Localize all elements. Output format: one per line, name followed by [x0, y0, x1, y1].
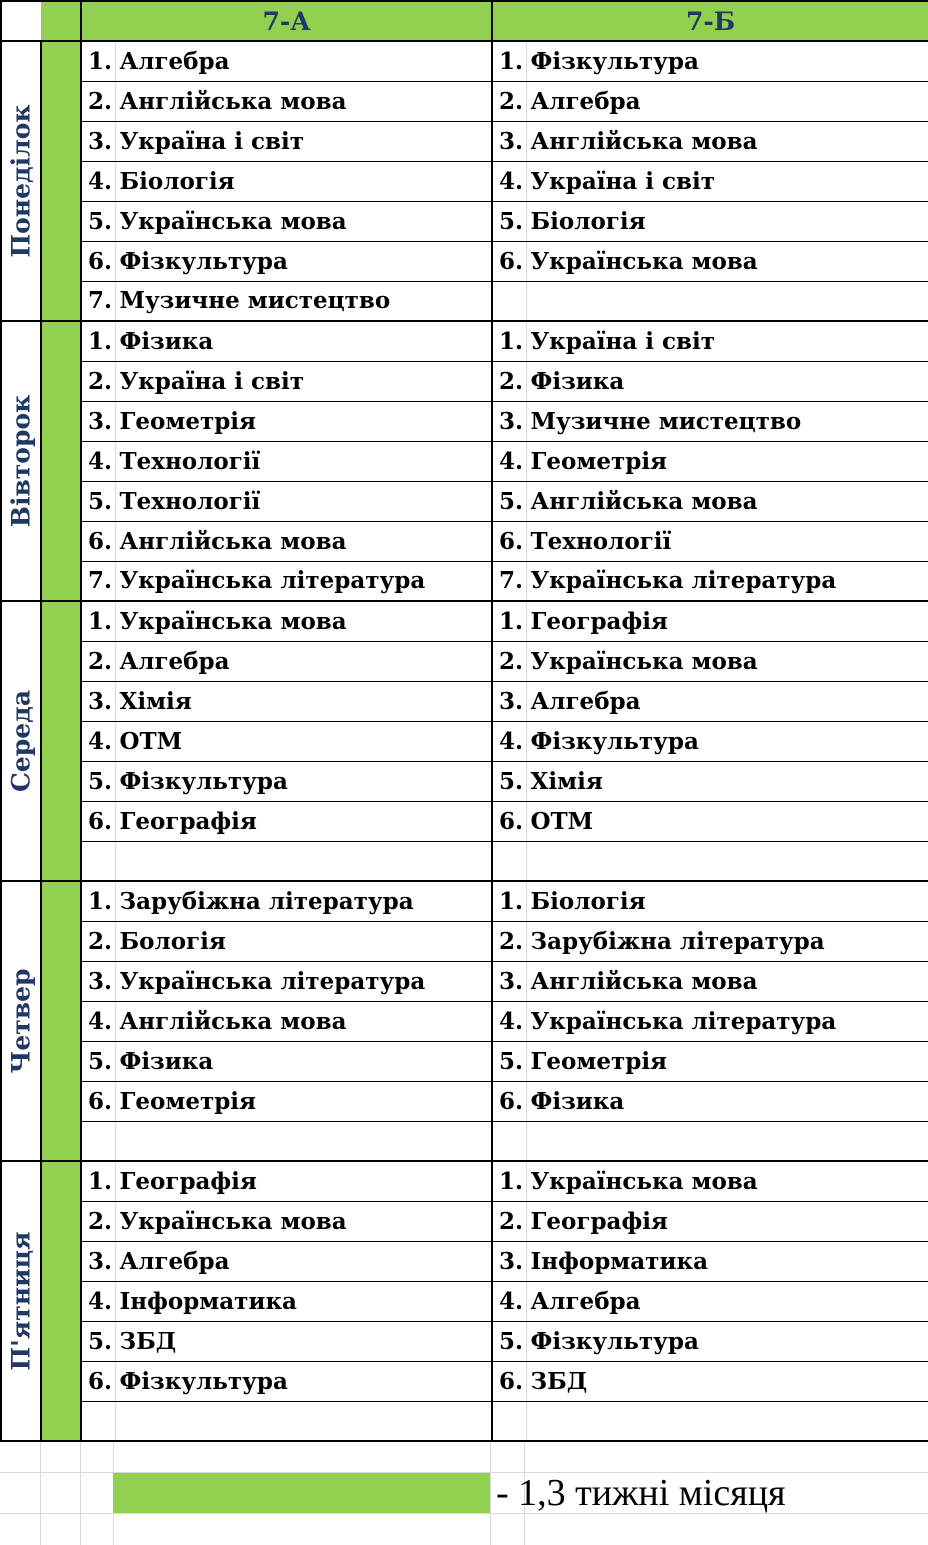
lesson-subject-7b[interactable]: Алгебра	[526, 681, 928, 721]
green-strip	[41, 1161, 81, 1441]
lesson-row	[1, 1161, 928, 1201]
lesson-number-7a[interactable]: 4.	[81, 441, 115, 481]
lesson-subject-7b[interactable]: Інформатика	[526, 1241, 928, 1281]
lesson-number-7a[interactable]: 3.	[81, 121, 115, 161]
lesson-subject-7b[interactable]: Українська мова	[526, 241, 928, 281]
lesson-row	[1, 281, 928, 321]
lesson-number-7a[interactable]	[81, 841, 115, 881]
lesson-subject-7a[interactable]: Географія	[115, 801, 492, 841]
lesson-row	[1, 201, 928, 241]
day-label: П'ятниця	[6, 1231, 36, 1371]
day-cell	[1, 601, 41, 881]
lesson-subject-7a[interactable]: Технології	[115, 441, 492, 481]
lesson-subject-7a[interactable]: Англійська мова	[115, 81, 492, 121]
lesson-number-7b[interactable]: 1.	[492, 41, 526, 81]
green-strip	[41, 321, 81, 601]
lesson-subject-7a[interactable]: Біологія	[115, 161, 492, 201]
lesson-subject-7a[interactable]: Англійська мова	[115, 521, 492, 561]
lesson-subject-7b[interactable]: Геометрія	[526, 1041, 928, 1081]
lesson-number-7b[interactable]: 5.	[492, 1041, 526, 1081]
lesson-subject-7b[interactable]: Алгебра	[526, 81, 928, 121]
lesson-number-7a[interactable]: 5.	[81, 761, 115, 801]
day-cell	[1, 881, 41, 1161]
lesson-number-7b[interactable]: 6.	[492, 521, 526, 561]
lesson-row	[1, 561, 928, 601]
lesson-number-7a[interactable]: 1.	[81, 881, 115, 921]
lesson-number-7b[interactable]: 4.	[492, 161, 526, 201]
lesson-number-7b[interactable]: 2.	[492, 921, 526, 961]
lesson-number-7b[interactable]: 6.	[492, 1361, 526, 1401]
lesson-subject-7b[interactable]: Англійська мова	[526, 481, 928, 521]
lesson-row	[1, 601, 928, 641]
lesson-row	[1, 841, 928, 881]
lesson-number-7b[interactable]: 5.	[492, 761, 526, 801]
lesson-number-7b[interactable]	[492, 281, 526, 321]
class-header-7a[interactable]: 7-А	[81, 1, 492, 41]
lesson-subject-7b[interactable]: Фізика	[526, 1081, 928, 1121]
lesson-subject-7b[interactable]: Алгебра	[526, 1281, 928, 1321]
lesson-subject-7b[interactable]: ЗБД	[526, 1361, 928, 1401]
lesson-number-7b[interactable]: 3.	[492, 121, 526, 161]
day-cell	[1, 1161, 41, 1441]
lesson-row	[1, 1121, 928, 1161]
lesson-subject-7b[interactable]: Технології	[526, 521, 928, 561]
lesson-number-7a[interactable]: 1.	[81, 1161, 115, 1201]
lesson-subject-7b[interactable]: Українська література	[526, 1001, 928, 1041]
lesson-subject-7a[interactable]: Технології	[115, 481, 492, 521]
lesson-number-7b[interactable]: 2.	[492, 641, 526, 681]
lesson-number-7b[interactable]: 5.	[492, 201, 526, 241]
day-cell	[1, 321, 41, 601]
lesson-subject-7a[interactable]: Фізика	[115, 321, 492, 361]
lesson-number-7a[interactable]: 1.	[81, 41, 115, 81]
green-strip	[41, 41, 81, 321]
lesson-number-7a[interactable]	[81, 1401, 115, 1441]
lesson-subject-7a[interactable]: Україна і світ	[115, 121, 492, 161]
lesson-subject-7a[interactable]: Зарубіжна література	[115, 881, 492, 921]
lesson-row	[1, 721, 928, 761]
lesson-subject-7a[interactable]	[115, 1121, 492, 1161]
lesson-number-7b[interactable]: 6.	[492, 241, 526, 281]
lesson-number-7a[interactable]	[81, 1121, 115, 1161]
lesson-row	[1, 881, 928, 921]
lesson-subject-7a[interactable]: Українська мова	[115, 1201, 492, 1241]
lesson-number-7a[interactable]: 6.	[81, 1361, 115, 1401]
lesson-subject-7b[interactable]: Хімія	[526, 761, 928, 801]
lesson-number-7a[interactable]: 1.	[81, 601, 115, 641]
lesson-subject-7b[interactable]: Україна і світ	[526, 161, 928, 201]
lesson-number-7a[interactable]: 1.	[81, 321, 115, 361]
lesson-subject-7b[interactable]: Фізкультура	[526, 41, 928, 81]
class-header-7b[interactable]: 7-Б	[492, 1, 928, 41]
lesson-subject-7a[interactable]: Географія	[115, 1161, 492, 1201]
lesson-subject-7a[interactable]: Українська література	[115, 561, 492, 601]
lesson-subject-7a[interactable]: ЗБД	[115, 1321, 492, 1361]
green-strip	[41, 601, 81, 881]
lesson-number-7b[interactable]	[492, 1121, 526, 1161]
lesson-subject-7b[interactable]: Українська мова	[526, 1161, 928, 1201]
green-header-cell	[41, 1, 81, 41]
lesson-subject-7b[interactable]: Зарубіжна література	[526, 921, 928, 961]
lesson-subject-7b[interactable]: Україна і світ	[526, 321, 928, 361]
lesson-subject-7a[interactable]: Алгебра	[115, 641, 492, 681]
lesson-subject-7a[interactable]: Україна і світ	[115, 361, 492, 401]
lesson-subject-7b[interactable]: Фізкультура	[526, 1321, 928, 1361]
lesson-row	[1, 761, 928, 801]
lesson-number-7b[interactable]: 4.	[492, 1001, 526, 1041]
lesson-subject-7a[interactable]: Фізкультура	[115, 241, 492, 281]
lesson-row	[1, 81, 928, 121]
lesson-subject-7b[interactable]	[526, 281, 928, 321]
lesson-subject-7b[interactable]: Географія	[526, 1201, 928, 1241]
lesson-subject-7b[interactable]: Англійська мова	[526, 961, 928, 1001]
lesson-subject-7a[interactable]: Хімія	[115, 681, 492, 721]
lesson-subject-7a[interactable]: Алгебра	[115, 41, 492, 81]
lesson-subject-7b[interactable]: Географія	[526, 601, 928, 641]
lesson-row	[1, 401, 928, 441]
lesson-row	[1, 1081, 928, 1121]
lesson-row	[1, 1201, 928, 1241]
lesson-number-7b[interactable]: 3.	[492, 401, 526, 441]
lesson-number-7a[interactable]: 2.	[81, 641, 115, 681]
lesson-number-7b[interactable]	[492, 1401, 526, 1441]
lesson-subject-7a[interactable]: Фізкультура	[115, 1361, 492, 1401]
lesson-number-7b[interactable]: 6.	[492, 1081, 526, 1121]
lesson-row	[1, 481, 928, 521]
lesson-number-7a[interactable]: 4.	[81, 161, 115, 201]
lesson-subject-7a[interactable]: Фізкультура	[115, 761, 492, 801]
lesson-number-7b[interactable]: 5.	[492, 481, 526, 521]
lesson-subject-7a[interactable]: Геометрія	[115, 1081, 492, 1121]
lesson-row	[1, 521, 928, 561]
lesson-number-7a[interactable]: 6.	[81, 521, 115, 561]
lesson-subject-7b[interactable]: Українська література	[526, 561, 928, 601]
lesson-number-7b[interactable]: 4.	[492, 441, 526, 481]
lesson-subject-7b[interactable]: Фізкультура	[526, 721, 928, 761]
lesson-number-7a[interactable]: 3.	[81, 401, 115, 441]
lesson-number-7b[interactable]: 3.	[492, 961, 526, 1001]
lesson-row	[1, 161, 928, 201]
lesson-number-7a[interactable]: 2.	[81, 81, 115, 121]
lesson-number-7a[interactable]: 5.	[81, 1041, 115, 1081]
lesson-number-7a[interactable]: 4.	[81, 1281, 115, 1321]
lesson-number-7a[interactable]: 6.	[81, 801, 115, 841]
lesson-number-7a[interactable]: 3.	[81, 1241, 115, 1281]
lesson-row	[1, 121, 928, 161]
lesson-subject-7a[interactable]: Фізика	[115, 1041, 492, 1081]
lesson-number-7a[interactable]: 3.	[81, 961, 115, 1001]
lesson-subject-7a[interactable]: Українська мова	[115, 201, 492, 241]
lesson-row	[1, 1361, 928, 1401]
day-cell	[1, 41, 41, 321]
lesson-number-7b[interactable]: 1.	[492, 881, 526, 921]
lesson-number-7b[interactable]: 2.	[492, 361, 526, 401]
legend-text: - 1,3 тижні місяця	[496, 1472, 786, 1514]
lesson-row	[1, 641, 928, 681]
lesson-subject-7b[interactable]: Біологія	[526, 881, 928, 921]
lesson-subject-7b[interactable]: Музичне мистецтво	[526, 401, 928, 441]
lesson-row	[1, 1321, 928, 1361]
lesson-row	[1, 681, 928, 721]
lesson-row	[1, 321, 928, 361]
lesson-number-7a[interactable]: 2.	[81, 361, 115, 401]
day-label: Середа	[6, 689, 36, 793]
lesson-subject-7b[interactable]: Фізика	[526, 361, 928, 401]
lesson-subject-7a[interactable]: Алгебра	[115, 1241, 492, 1281]
lesson-subject-7b[interactable]	[526, 841, 928, 881]
lesson-subject-7b[interactable]: Українська мова	[526, 641, 928, 681]
lesson-number-7b[interactable]: 7.	[492, 561, 526, 601]
lesson-row	[1, 1041, 928, 1081]
lesson-row	[1, 1241, 928, 1281]
lesson-row	[1, 361, 928, 401]
lesson-subject-7a[interactable]: Українська мова	[115, 601, 492, 641]
lesson-number-7b[interactable]: 1.	[492, 1161, 526, 1201]
corner-cell	[1, 1, 41, 41]
lesson-subject-7a[interactable]: ОТМ	[115, 721, 492, 761]
lesson-row	[1, 1281, 928, 1321]
lesson-row	[1, 801, 928, 841]
lesson-row	[1, 1401, 928, 1441]
lesson-row	[1, 921, 928, 961]
lesson-number-7b[interactable]	[492, 841, 526, 881]
lesson-subject-7a[interactable]: Українська література	[115, 961, 492, 1001]
lesson-row	[1, 441, 928, 481]
lesson-subject-7a[interactable]: Музичне мистецтво	[115, 281, 492, 321]
lesson-number-7a[interactable]: 4.	[81, 721, 115, 761]
header-row	[1, 1, 928, 41]
lesson-subject-7a[interactable]: Геометрія	[115, 401, 492, 441]
lesson-subject-7a[interactable]: Інформатика	[115, 1281, 492, 1321]
day-label: Понеділок	[6, 104, 36, 258]
lesson-number-7b[interactable]: 2.	[492, 81, 526, 121]
lesson-number-7b[interactable]: 6.	[492, 801, 526, 841]
lesson-number-7a[interactable]: 5.	[81, 481, 115, 521]
lesson-subject-7a[interactable]	[115, 841, 492, 881]
lesson-subject-7a[interactable]: Англійська мова	[115, 1001, 492, 1041]
lesson-subject-7b[interactable]	[526, 1121, 928, 1161]
lesson-number-7a[interactable]: 2.	[81, 921, 115, 961]
lesson-subject-7b[interactable]: Англійська мова	[526, 121, 928, 161]
lesson-number-7b[interactable]: 4.	[492, 721, 526, 761]
lesson-number-7a[interactable]: 7.	[81, 281, 115, 321]
lesson-row	[1, 41, 928, 81]
green-strip	[41, 881, 81, 1161]
lesson-number-7a[interactable]: 5.	[81, 201, 115, 241]
lesson-number-7b[interactable]: 1.	[492, 321, 526, 361]
lesson-number-7b[interactable]: 1.	[492, 601, 526, 641]
lesson-number-7a[interactable]: 4.	[81, 1001, 115, 1041]
lesson-number-7a[interactable]: 5.	[81, 1321, 115, 1361]
lesson-number-7a[interactable]: 3.	[81, 681, 115, 721]
day-label: Четвер	[6, 968, 36, 1074]
lesson-subject-7b[interactable]: Біологія	[526, 201, 928, 241]
day-label: Вівторок	[6, 394, 36, 528]
lesson-subject-7b[interactable]: ОТМ	[526, 801, 928, 841]
lesson-number-7b[interactable]: 2.	[492, 1201, 526, 1241]
lesson-number-7a[interactable]: 6.	[81, 1081, 115, 1121]
lesson-number-7b[interactable]: 3.	[492, 681, 526, 721]
lesson-number-7a[interactable]: 7.	[81, 561, 115, 601]
legend-swatch	[113, 1473, 490, 1513]
lesson-number-7a[interactable]: 6.	[81, 241, 115, 281]
lesson-number-7b[interactable]: 5.	[492, 1321, 526, 1361]
lesson-number-7b[interactable]: 4.	[492, 1281, 526, 1321]
lesson-row	[1, 241, 928, 281]
lesson-subject-7a[interactable]: Бологія	[115, 921, 492, 961]
lesson-row	[1, 1001, 928, 1041]
lesson-subject-7b[interactable]	[526, 1401, 928, 1441]
lesson-subject-7b[interactable]: Геометрія	[526, 441, 928, 481]
lesson-subject-7a[interactable]	[115, 1401, 492, 1441]
lesson-number-7a[interactable]: 2.	[81, 1201, 115, 1241]
lesson-row	[1, 961, 928, 1001]
lesson-number-7b[interactable]: 3.	[492, 1241, 526, 1281]
